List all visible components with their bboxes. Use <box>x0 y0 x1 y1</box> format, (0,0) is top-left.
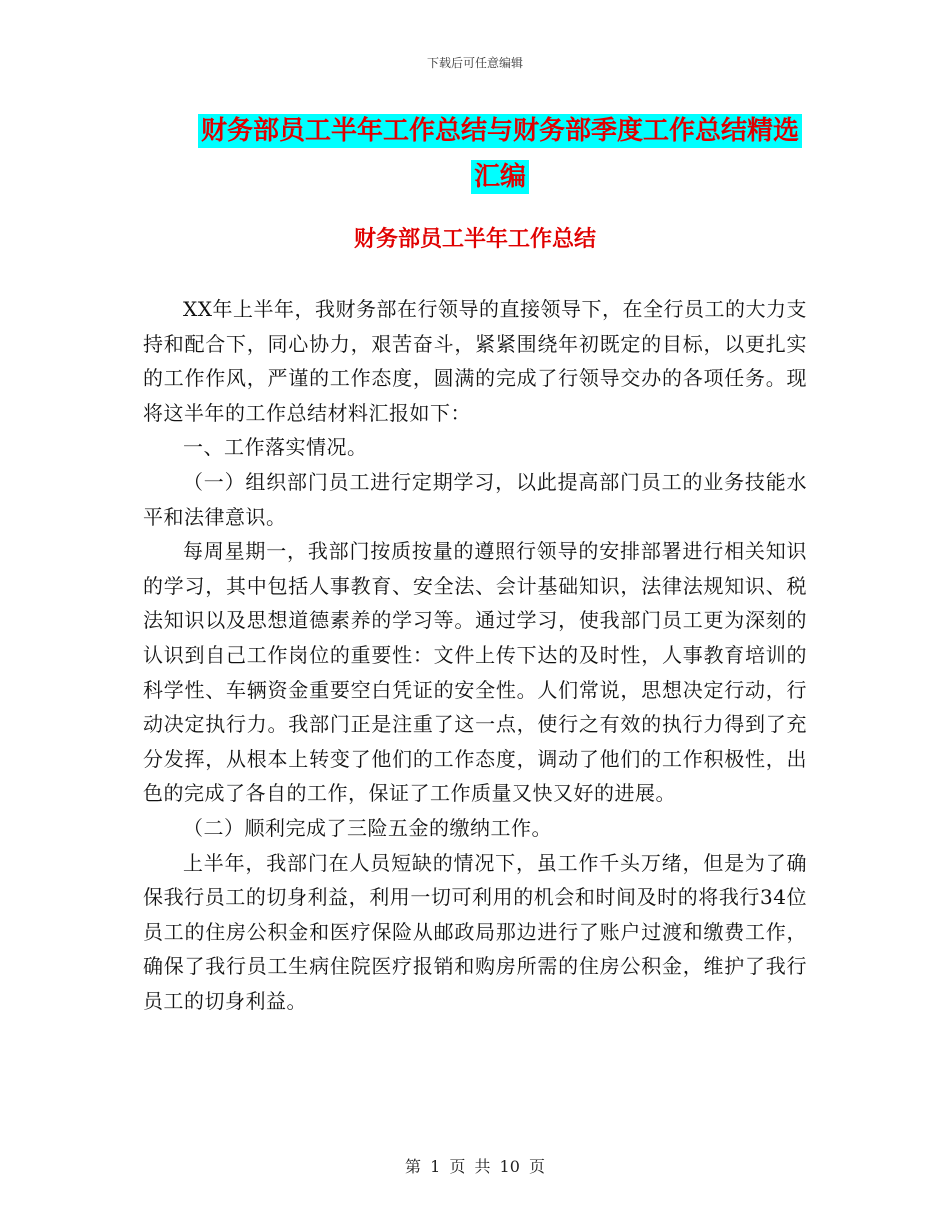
body-text <box>143 292 807 1018</box>
header-note: 下载后可任意编辑 <box>426 56 523 70</box>
document-title <box>190 108 810 200</box>
paragraph-intro: XX年上半年，我财务部在行领导的直接领导下，在全行员工的大力支持和配合下，同心协力，艰苦奋斗，紧紧围绕年初既定的目标，以更扎实的工作作风，严谨的工作态度，圆满的完成了行领导交办的各项任务。现将这半年的工作总结材料汇报如下： <box>143 297 807 425</box>
subheading-regular-study: （一）组织部门员工进行定期学习，以此提高部门员工的业务技能水平和法律意识。 <box>143 469 807 529</box>
document-title-line-1: 财务部员工半年工作总结与财务部季度工作总结精选 <box>198 114 802 148</box>
paragraph-weekly-study: 每周星期一，我部门按质按量的遵照行领导的安排部署进行相关知识的学习，其中包括人事教育、安全法、会计基础知识，法律法规知识、税法知识以及思想道德素养的学习等。通过学习，使我部门员工更为深刻的认识到自己工作岗位的重要性：文件上传下达的及时性，人事教育培训的科学性、车辆资金重要空白凭证的安全性。人们常说，思想决定行动，行动决定执行力。我部门正是注重了这一点，使行之有效的执行力得到了充分发挥，从根本上转变了他们的工作态度，调动了他们的工作积极性，出色的完成了各自的工作，保证了工作质量又快又好的进展。 <box>143 539 807 806</box>
heading-work-implementation: 一、工作落实情况。 <box>183 435 368 460</box>
document-title-line-2: 汇编 <box>471 160 529 194</box>
page-footer: 第 1 页 共 10 页 <box>405 1157 545 1176</box>
section-title: 财务部员工半年工作总结 <box>353 227 596 252</box>
paragraph-insurance-payment: 上半年，我部门在人员短缺的情况下，虽工作千头万绪，但是为了确保我行员工的切身利益，利用一切可利用的机会和时间及时的将我行34位员工的住房公积金和医疗保险从邮政局那边进行了账户过渡和缴费工作，确保了我行员工生病住院医疗报销和购房所需的住房公积金，维护了我行员工的切身利益。 <box>143 850 807 1013</box>
subheading-insurance-payment: （二）顺利完成了三险五金的缴纳工作。 <box>183 815 552 840</box>
